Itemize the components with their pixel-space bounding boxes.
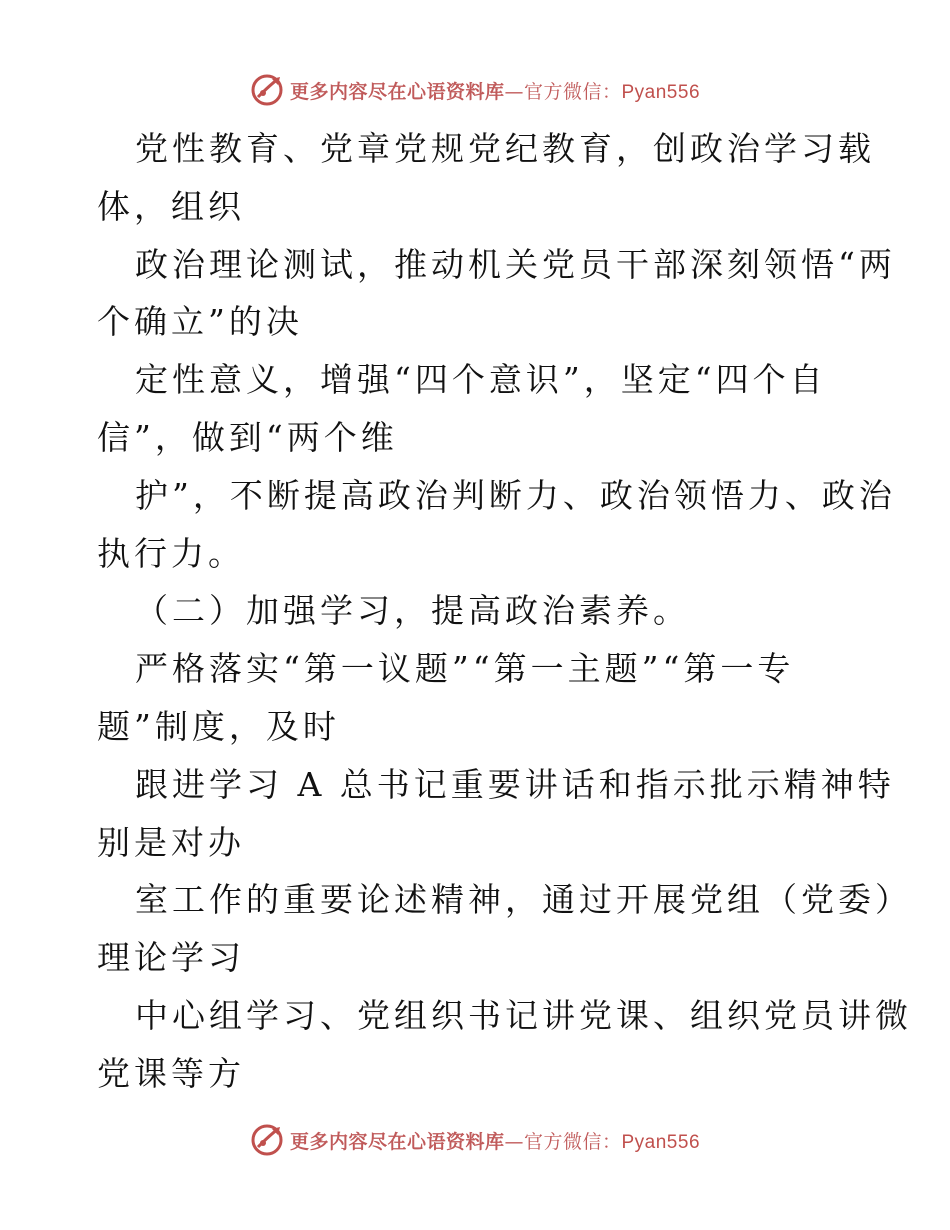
header-watermark xyxy=(0,70,950,110)
watermark-main: 更多内容尽在心语资料库 xyxy=(289,1130,505,1153)
text-line: 理论学习 xyxy=(97,938,245,978)
text-line: 题”制度，及时 xyxy=(97,706,340,746)
watermark-dash: — xyxy=(504,1130,524,1153)
watermark-wechat-label: 官方微信： xyxy=(523,80,622,103)
watermark-wechat-label: 官方微信： xyxy=(523,1130,622,1153)
text-line: 室工作的重要论述精神，通过开展党组（党委） xyxy=(135,880,912,920)
seal-logo-icon xyxy=(250,1123,284,1157)
text-line: 体，组织 xyxy=(97,186,245,226)
watermark-main: 更多内容尽在心语资料库 xyxy=(289,80,505,103)
footer-watermark xyxy=(0,1120,950,1160)
seal-logo-icon xyxy=(250,73,284,107)
watermark-text xyxy=(290,77,700,104)
text-line: 政治理论测试，推动机关党员干部深刻领悟“两 xyxy=(135,244,896,284)
text-line: 别是对办 xyxy=(97,822,245,862)
watermark-dash: — xyxy=(504,80,524,103)
text-line: 跟进学习 A 总书记重要讲话和指示批示精神特 xyxy=(135,764,895,804)
text-line: 定性意义，增强“四个意识”，坚定“四个自 xyxy=(135,360,827,400)
text-line: 个确立”的决 xyxy=(97,302,303,342)
text-line: 中心组学习、党组织书记讲党课、组织党员讲微 xyxy=(135,995,912,1035)
watermark-wechat-id: Pyan556 xyxy=(621,81,701,103)
text-line: 严格落实“第一议题”“第一主题”“第一专 xyxy=(135,649,795,689)
section-heading: （二）加强学习，提高政治素养。 xyxy=(135,591,690,631)
text-line: 党性教育、党章党规党纪教育，创政治学习载 xyxy=(135,129,875,168)
document-body xyxy=(97,120,912,1103)
watermark-wechat-id: Pyan556 xyxy=(621,1131,701,1153)
text-line: 党课等方 xyxy=(97,1053,245,1093)
text-line: 执行力。 xyxy=(97,533,245,573)
watermark-text xyxy=(290,1127,700,1154)
text-line: 信”，做到“两个维 xyxy=(97,417,398,457)
text-line: 护”，不断提高政治判断力、政治领悟力、政治 xyxy=(135,475,896,515)
